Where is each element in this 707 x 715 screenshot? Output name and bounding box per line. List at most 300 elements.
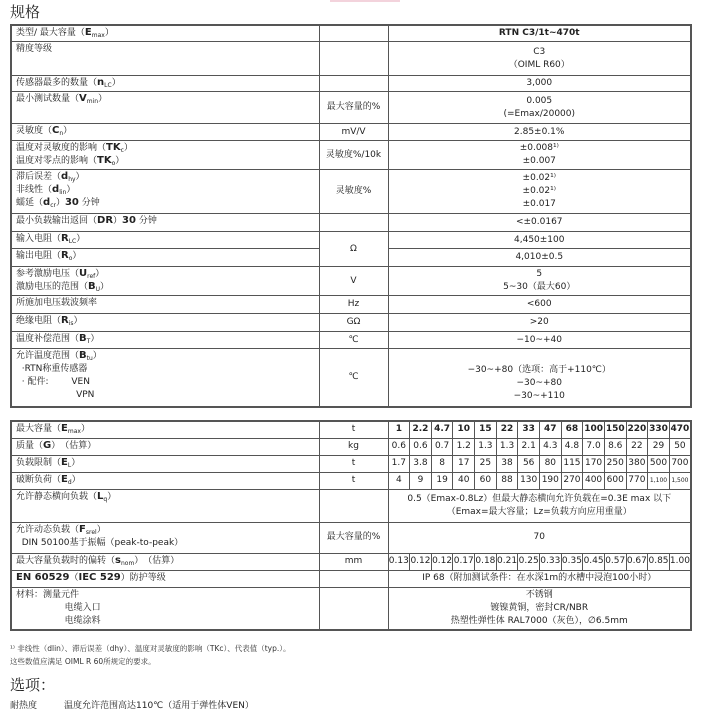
symbol: TK xyxy=(97,155,112,166)
label-text: 非线性（ xyxy=(16,185,53,195)
label-text: ） （估算） xyxy=(134,555,180,566)
value-line: 4,450±100 xyxy=(514,234,565,245)
symbol: 30 xyxy=(122,215,136,226)
row-unit xyxy=(319,570,388,587)
label-text: ） xyxy=(92,351,102,361)
value-cell: 22 xyxy=(496,421,518,438)
table-row xyxy=(11,141,691,170)
row-value xyxy=(388,314,691,332)
subscript: ref xyxy=(87,273,96,280)
footnote-1: ¹⁾ 非线性（dlin）、滞后误差（dhy）、温度对灵敏度的影响（TKc）、代表值（typ.）。 xyxy=(10,644,291,653)
value-cell: 4.7 xyxy=(431,421,453,438)
row-unit: GΩ xyxy=(319,314,388,332)
row-label xyxy=(11,296,319,314)
value-cell: 0.67 xyxy=(626,553,648,570)
value-cell: 700 xyxy=(669,455,691,472)
row-label xyxy=(11,472,319,489)
value-cell: 47 xyxy=(539,421,561,438)
value-cell: 19 xyxy=(431,472,453,489)
subscript: LC xyxy=(68,238,77,245)
value-line: ±0.02¹⁾ xyxy=(522,186,556,196)
label-text: 参考激励电压（ xyxy=(16,269,80,279)
label-text: ） xyxy=(96,524,106,535)
row-label xyxy=(11,522,319,553)
symbol: F xyxy=(79,523,86,535)
label-text: 允许动态负载（ xyxy=(16,524,80,535)
table-row xyxy=(11,76,691,92)
symbol: d xyxy=(61,171,69,182)
row-label xyxy=(11,42,319,76)
symbol: U xyxy=(79,268,88,279)
table-row xyxy=(11,489,691,522)
subscript: T xyxy=(86,338,91,345)
row-label xyxy=(11,267,319,296)
row-unit: kg xyxy=(319,438,388,455)
value-cell: 0.33 xyxy=(539,553,561,570)
symbol: B xyxy=(79,350,87,361)
value-cell: 0.21 xyxy=(496,553,518,570)
row-unit xyxy=(319,76,388,92)
label-text: ） xyxy=(75,172,85,182)
value-cell: 50 xyxy=(669,438,691,455)
value-line: <±0.0167 xyxy=(515,217,563,227)
label-text: ） xyxy=(71,457,81,468)
symbol: C xyxy=(52,125,60,136)
value-cell: 8.6 xyxy=(604,438,626,455)
label-text: 温度对零点的影响（ xyxy=(16,156,98,166)
row-value xyxy=(388,141,691,170)
row-unit: ℃ xyxy=(319,332,388,349)
table-row xyxy=(11,587,691,630)
label-text: 最大容量负载时的偏转（ xyxy=(16,555,116,566)
symbol: TK xyxy=(106,142,121,153)
value-line: ±0.02¹⁾ xyxy=(522,173,556,183)
symbol: d xyxy=(52,184,60,195)
subscript: q xyxy=(103,495,108,503)
value-cell: 60 xyxy=(475,472,497,489)
value-cell: 380 xyxy=(626,455,648,472)
symbol: IEC 529 xyxy=(78,571,121,583)
label-text: ） xyxy=(66,185,76,195)
value-cell: 68 xyxy=(561,421,583,438)
value-cell: 10 xyxy=(453,421,475,438)
symbol: E xyxy=(84,27,92,38)
table-row xyxy=(11,170,691,214)
row-label xyxy=(11,232,319,249)
label-text: ） xyxy=(113,216,123,226)
value-line: （OIML R60） xyxy=(508,59,570,70)
table-row xyxy=(11,214,691,232)
subscript: cr xyxy=(50,202,56,209)
value-cell: 0.57 xyxy=(604,553,626,570)
value-line: ±0.008¹⁾ xyxy=(519,143,559,153)
value-cell: 0.45 xyxy=(583,553,605,570)
row-value xyxy=(388,489,691,522)
row-value xyxy=(388,124,691,141)
value-line: ±0.017 xyxy=(522,199,556,209)
table-row xyxy=(11,522,691,553)
label-text: ） xyxy=(111,78,121,88)
value-line: RTN C3/1t~470t xyxy=(498,28,580,38)
value-cell: 15 xyxy=(475,421,497,438)
row-unit: t xyxy=(319,455,388,472)
row-unit xyxy=(319,489,388,522)
label-text: ）防护等级 xyxy=(120,572,166,583)
row-label xyxy=(11,249,319,267)
symbol: d xyxy=(43,197,51,208)
row-value xyxy=(388,42,691,76)
row-unit xyxy=(319,42,388,76)
value-cell: 40 xyxy=(453,472,475,489)
subscript: max xyxy=(67,428,81,435)
label-text: 最小负载输出返回（ xyxy=(16,216,98,226)
label-text: 分钟 xyxy=(135,216,157,226)
value-cell: 500 xyxy=(648,455,670,472)
row-unit: t xyxy=(319,472,388,489)
label-text: 蠕延（ xyxy=(16,198,44,208)
table-row xyxy=(11,421,691,438)
value-cell: 220 xyxy=(626,421,648,438)
label-text: ） xyxy=(71,474,81,485)
value-line: 4,010±0.5 xyxy=(515,252,564,262)
footnote-2: 这些数值应满足 OIML R 60所规定的要求。 xyxy=(10,657,156,666)
label-text: 输入电阻（ xyxy=(16,234,62,244)
value-cell: 9 xyxy=(410,472,432,489)
label-text: 温度补偿范围（ xyxy=(16,334,80,344)
table-row xyxy=(11,42,691,76)
label-text: 最大容量（ xyxy=(16,424,62,434)
options-title: 选项： xyxy=(10,676,56,694)
value-cell: 25 xyxy=(475,455,497,472)
row-value xyxy=(388,25,691,42)
label-text: 允许静态横向负载（ xyxy=(16,491,98,502)
label-text: ） （估算） xyxy=(51,440,97,451)
table-row xyxy=(11,332,691,349)
value-line: 不锈钢 xyxy=(525,589,553,600)
value-line: （Emax=最大容量；Lz=负载方向应用重量） xyxy=(446,506,632,517)
value-cell: 250 xyxy=(604,455,626,472)
label-text: ） xyxy=(72,251,82,261)
label-text: 电缆涂料 xyxy=(16,615,101,626)
row-label xyxy=(11,124,319,141)
value-cell: 17 xyxy=(453,455,475,472)
subscript: max xyxy=(91,32,105,39)
row-value xyxy=(388,92,691,124)
row-unit: Hz xyxy=(319,296,388,314)
option-label: 耐热度 xyxy=(10,701,38,711)
subscript: U xyxy=(95,286,101,293)
row-label xyxy=(11,214,319,232)
label-text: 滞后误差（ xyxy=(16,172,62,182)
symbol: R xyxy=(61,233,69,244)
row-value xyxy=(388,587,691,630)
value-line: 5 xyxy=(536,269,543,279)
value-cell: 38 xyxy=(496,455,518,472)
subscript: o xyxy=(68,255,73,262)
subscript: is xyxy=(68,320,74,327)
label-text: 绝缘电阻（ xyxy=(16,316,62,326)
value-cell: 150 xyxy=(604,421,626,438)
value-cell: 0.35 xyxy=(561,553,583,570)
watermark xyxy=(330,0,400,2)
value-line: −30~+80 xyxy=(516,378,563,389)
label-text: ） xyxy=(80,424,90,434)
row-label xyxy=(11,553,319,570)
value-line: C3 xyxy=(533,46,546,57)
label-text: ） xyxy=(123,143,133,153)
label-text: 类型/ 最大容量（ xyxy=(16,28,85,38)
label-text: （ xyxy=(69,572,79,583)
table-row xyxy=(11,472,691,489)
value-cell: 270 xyxy=(561,472,583,489)
value-cell: 22 xyxy=(626,438,648,455)
value-cell: 0.85 xyxy=(648,553,670,570)
value-cell: 80 xyxy=(539,455,561,472)
row-label xyxy=(11,25,319,42)
row-value xyxy=(388,249,691,267)
value-cell: 170 xyxy=(583,455,605,472)
label-text: DIN 50100基于振幅（peak-to-peak） xyxy=(16,537,184,548)
label-text: 精度等级 xyxy=(16,44,53,54)
row-label xyxy=(11,76,319,92)
capacity-table xyxy=(10,420,692,631)
subscript: tu xyxy=(86,355,93,362)
value-line: <600 xyxy=(526,299,552,309)
label-text: 负载限制（ xyxy=(16,457,62,468)
option-text: 温度允许范围高达110℃（适用于弹性体VEN） xyxy=(64,701,254,711)
row-unit: 灵敏度%/10k xyxy=(319,141,388,170)
subscript: min xyxy=(86,98,99,105)
row-label xyxy=(11,489,319,522)
value-cell: 88 xyxy=(496,472,518,489)
value-line: 3,000 xyxy=(526,78,553,88)
value-cell: 0.12 xyxy=(431,553,453,570)
label-text: ） xyxy=(55,198,65,208)
label-text: 材料：测量元件 xyxy=(16,589,80,600)
label-text: 所施加电压载波频率 xyxy=(16,298,98,308)
label-text: ） xyxy=(76,234,86,244)
value-cell: 33 xyxy=(518,421,540,438)
label-text: 最小测试数量（ xyxy=(16,94,80,104)
value-cell: 0.18 xyxy=(475,553,497,570)
subscript: d xyxy=(67,478,72,486)
subscript: n xyxy=(59,130,64,137)
value-cell: 0.17 xyxy=(453,553,475,570)
section-title: 规格 xyxy=(10,3,41,21)
value-cell: 1.3 xyxy=(496,438,518,455)
value-cell: 330 xyxy=(648,421,670,438)
value-cell: 0.6 xyxy=(410,438,432,455)
value-cell: 2.2 xyxy=(410,421,432,438)
row-value xyxy=(388,267,691,296)
value-cell: 1.2 xyxy=(453,438,475,455)
subscript: c xyxy=(120,147,124,154)
value-cell: 600 xyxy=(604,472,626,489)
row-unit: t xyxy=(319,421,388,438)
label-text: 传感器最多的数量（ xyxy=(16,78,98,88)
value-cell: 190 xyxy=(539,472,561,489)
label-text: ） xyxy=(95,269,105,279)
label-text: ·RTN称重传感器 xyxy=(16,364,88,374)
value-cell: 2.1 xyxy=(518,438,540,455)
row-unit: 灵敏度% xyxy=(319,170,388,214)
value-cell: 1.3 xyxy=(475,438,497,455)
subscript: hy xyxy=(68,176,76,183)
symbol: 30 xyxy=(64,197,79,208)
value-cell: 0.25 xyxy=(518,553,540,570)
value-line: >20 xyxy=(529,317,549,327)
value-cell: 130 xyxy=(518,472,540,489)
value-cell: 0.12 xyxy=(410,553,432,570)
row-unit xyxy=(319,25,388,42)
label-text: ） xyxy=(90,334,100,344)
value-cell: 1,500 xyxy=(669,472,691,489)
value-line: 0.005 xyxy=(526,95,553,106)
value-line: 热塑性弹性体 RAL7000（灰色），∅6.5mm xyxy=(450,615,628,626)
row-label xyxy=(11,455,319,472)
row-value xyxy=(388,170,691,214)
label-text: ） xyxy=(104,28,114,38)
symbol: EN 60529 xyxy=(16,571,70,583)
table-row xyxy=(11,124,691,141)
label-text: 分钟 xyxy=(78,198,100,208)
label-text: 允许温度范围（ xyxy=(16,351,80,361)
value-cell: 0.13 xyxy=(388,553,410,570)
table-row xyxy=(11,232,691,249)
subscript: srel xyxy=(85,528,97,536)
row-label xyxy=(11,314,319,332)
value-cell: 1.00 xyxy=(669,553,691,570)
value-line: −30~+80（选项：高于+110℃） xyxy=(467,365,611,376)
row-unit: mm xyxy=(319,553,388,570)
value-line: 镀镍黄铜，密封CR/NBR xyxy=(490,602,589,613)
value-cell: 115 xyxy=(561,455,583,472)
table-row xyxy=(11,296,691,314)
label-text: 输出电阻（ xyxy=(16,251,62,261)
row-label xyxy=(11,349,319,407)
row-unit xyxy=(319,214,388,232)
value-cell: 1,100 xyxy=(648,472,670,489)
spec-table xyxy=(10,24,692,408)
label-text: ） xyxy=(115,156,125,166)
table-row xyxy=(11,455,691,472)
value-cell: 4.3 xyxy=(539,438,561,455)
table-row xyxy=(11,25,691,42)
symbol: V xyxy=(79,93,87,104)
value-cell: 3.8 xyxy=(410,455,432,472)
symbol: E xyxy=(61,423,68,434)
value-cell: 470 xyxy=(669,421,691,438)
value-line: −30~+110 xyxy=(513,391,565,402)
table-row xyxy=(11,314,691,332)
value-line: IP 68（附加测试条件：在水深1m的水槽中浸泡100小时） xyxy=(422,573,657,583)
symbol: R xyxy=(61,315,69,326)
value-cell: 0.6 xyxy=(388,438,410,455)
label-text: 温度对灵敏度的影响（ xyxy=(16,143,107,153)
row-label xyxy=(11,141,319,170)
label-text: 电缆入口 xyxy=(16,602,101,613)
table-row xyxy=(11,267,691,296)
row-unit xyxy=(319,587,388,630)
value-cell: 0.7 xyxy=(431,438,453,455)
label-text: 激励电压的范围（ xyxy=(16,282,89,292)
row-value xyxy=(388,76,691,92)
table-row xyxy=(11,92,691,124)
value-cell: 8 xyxy=(431,455,453,472)
symbol: R xyxy=(61,250,69,261)
value-cell: 7.0 xyxy=(583,438,605,455)
row-label xyxy=(11,570,319,587)
subscript: LC xyxy=(104,82,112,89)
row-unit: 最大容量的% xyxy=(319,522,388,553)
symbol: n xyxy=(97,77,105,88)
label-text: ） xyxy=(98,94,108,104)
row-unit: 最大容量的% xyxy=(319,92,388,124)
row-value xyxy=(388,214,691,232)
row-value xyxy=(388,232,691,249)
row-label xyxy=(11,332,319,349)
value-line: (=Emax/20000) xyxy=(503,108,576,119)
value-cell: 1 xyxy=(388,421,410,438)
table-row xyxy=(11,349,691,407)
value-cell: 4 xyxy=(388,472,410,489)
value-line: ±0.007 xyxy=(522,156,556,166)
row-value xyxy=(388,570,691,587)
symbol: B xyxy=(79,333,87,344)
value-cell: 56 xyxy=(518,455,540,472)
value-cell: 100 xyxy=(583,421,605,438)
subscript: nom xyxy=(120,559,135,567)
value-cell: 4.8 xyxy=(561,438,583,455)
row-unit: V xyxy=(319,267,388,296)
subscript: lin xyxy=(59,189,67,196)
row-value xyxy=(388,522,691,553)
subscript: L xyxy=(67,461,72,469)
row-label xyxy=(11,421,319,438)
value-line: 0.5（Emax-0.8Lz）但最大静态横向允许负载在=0.3E max 以下 xyxy=(407,493,672,504)
label-text: ） xyxy=(73,316,83,326)
label-text: ） xyxy=(63,126,73,136)
row-label xyxy=(11,170,319,214)
row-value xyxy=(388,296,691,314)
label-text: 质量（ xyxy=(16,440,44,451)
label-text: ） xyxy=(100,282,110,292)
label-text: 破断负荷（ xyxy=(16,474,62,485)
row-label xyxy=(11,438,319,455)
row-label xyxy=(11,587,319,630)
symbol: E xyxy=(61,473,68,485)
value-line: 70 xyxy=(533,532,545,542)
row-unit: mV/V xyxy=(319,124,388,141)
value-cell: 770 xyxy=(626,472,648,489)
row-value xyxy=(388,349,691,407)
row-unit: ℃ xyxy=(319,349,388,407)
label-text: VPN xyxy=(16,390,95,400)
label-text: · 配件: VEN xyxy=(16,377,90,387)
subscript: o xyxy=(111,160,116,167)
label-text: 灵敏度（ xyxy=(16,126,53,136)
label-text: ） xyxy=(107,491,117,502)
symbol: L xyxy=(97,490,104,502)
symbol: s xyxy=(115,554,121,566)
value-cell: 400 xyxy=(583,472,605,489)
symbol: DR xyxy=(97,215,114,226)
value-line: 5~30（最大60） xyxy=(503,282,576,292)
value-line: −10~+40 xyxy=(516,334,563,345)
table-row xyxy=(11,438,691,455)
table-row xyxy=(11,553,691,570)
table-row xyxy=(11,570,691,587)
